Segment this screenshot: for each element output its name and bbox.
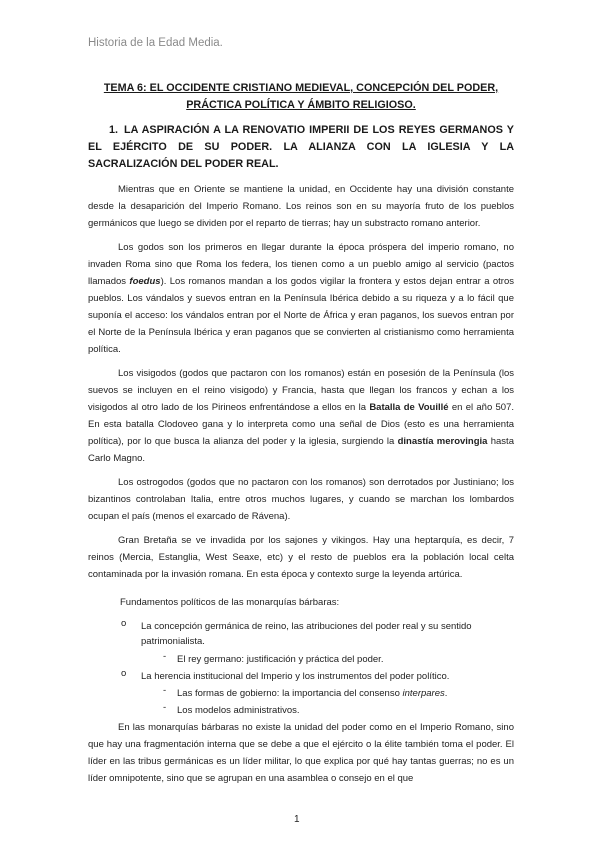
text-run: . xyxy=(444,688,448,699)
text-run: Las formas de gobierno: la importancia del consenso xyxy=(177,688,403,699)
section-heading-text: LA ASPIRACIÓN A LA RENOVATIO IMPERII DE LOS REYES GERMANOS Y EL EJÉRCITO DE SU PODER. LA ALIANZA CON LA IGLESIA Y LA SACRALIZACIÓN DEL PODER REAL. xyxy=(88,124,514,170)
page-number: 1 xyxy=(294,814,300,825)
list-intro: Fundamentos políticos de las monarquías bárbaras: xyxy=(120,597,340,608)
list-item: La herencia institucional del Imperio y los instrumentos del poder político. xyxy=(141,671,450,682)
paragraph xyxy=(88,239,514,358)
text-run-bold: dinastía merovingia xyxy=(397,436,488,447)
section-heading xyxy=(88,122,514,173)
running-header: Historia de la Edad Media. xyxy=(88,37,223,49)
list-dash: - xyxy=(163,685,167,696)
paragraph: Los ostrogodos (godos que no pactaron con los romanos) son derrotados por Justiniano; los bizantinos controlaban Italia, entre otros muchos lugares, y cuando se marchan los lombardos ocupan el país (menos el exarcado de Rávena). xyxy=(88,477,514,522)
list-item-continued: patrimonialista. xyxy=(141,636,205,647)
paragraph xyxy=(88,365,514,467)
sub-list-item: El rey germano: justificación y práctica del poder. xyxy=(177,654,384,665)
text-run-italic: interpares xyxy=(402,688,445,699)
text-run: ). Los romanos mandan a los godos vigilar la frontera y estos dejan entrar a otros pueblos. Los vándalos y suevos entran en la Península Ibérica debido a su riqueza y a lo fácil que suponía el acceso: los vándalos entran por el Norte de África y eran paganos, los suevos entran por el Norte de la Península Ibérica y eran paganos que se convierten al cristianismo como herramienta política. xyxy=(88,276,514,355)
paragraph: En las monarquías bárbaras no existe la unidad del poder como en el Imperio Romano, sino que hay una fragmentación interna que se debe a que el ejército o la élite también toma el poder. El líder en las tribus germánicas es un líder militar, lo que explica por qué hay tantas guerras; no es un líder omnipotente, sino que se agrupan en una asamblea o consejo en el que xyxy=(88,722,514,784)
list-dash: - xyxy=(163,702,167,713)
section-number: 1. xyxy=(108,124,118,136)
page-title: TEMA 6: EL OCCIDENTE CRISTIANO MEDIEVAL, CONCEPCIÓN DEL PODER, PRÁCTICA POLÍTICA Y ÁMBITO RELIGIOSO. xyxy=(103,82,499,111)
text-run: Los godos son los primeros en llegar durante la época próspera del imperio romano, no invaden Roma sino que Roma los federa, los tienen como a un pueblo amigo al servicio (pactos llamados xyxy=(88,242,514,287)
text-run-bold: Batalla de Vouillé xyxy=(369,402,449,413)
body-text-top xyxy=(88,181,514,583)
list-dash: - xyxy=(163,651,167,662)
text-run: en el año 507. En esta batalla Clodoveo gana y lo interpreta como una señal de Dios (esto es una herramienta política), por lo que busca la alianza del poder y la iglesia, surgiendo la xyxy=(88,402,515,447)
paragraph: Gran Bretaña se ve invadida por los sajones y vikingos. Hay una heptarquía, es decir, 7 reinos (Mercia, Estanglia, West Seaxe, etc) y el resto de pueblos era la población local celta contaminada por la invasión romana. En esta época y contexto surge la leyenda artúrica. xyxy=(88,535,514,580)
text-run: hasta Carlo Magno. xyxy=(88,436,514,464)
body-text-bottom xyxy=(88,719,514,787)
list-bullet: o xyxy=(121,668,127,679)
list-bullet: o xyxy=(121,618,127,629)
text-run-emphasis: foedus xyxy=(129,276,161,287)
list-item: La concepción germánica de reino, las atribuciones del poder real y su sentido xyxy=(141,621,472,632)
sub-list-item xyxy=(177,685,447,702)
sub-list-item: Los modelos administrativos. xyxy=(177,705,300,716)
text-run: Los visigodos (godos que pactaron con los romanos) están en posesión de la Península (los suevos se incluyen en el reino visigodo) y Francia, hasta que llegan los francos y echan a los visigodos al otro lado de los Pirineos enfrentándose a ellos en la xyxy=(88,368,514,413)
paragraph: Mientras que en Oriente se mantiene la unidad, en Occidente hay una división constante desde la desaparición del Imperio Romano. Los reinos son en su mayoría fruto de los pueblos germánicos que luego se dividen por el reparto de tierras; hay un substracto romano anterior. xyxy=(88,184,514,229)
